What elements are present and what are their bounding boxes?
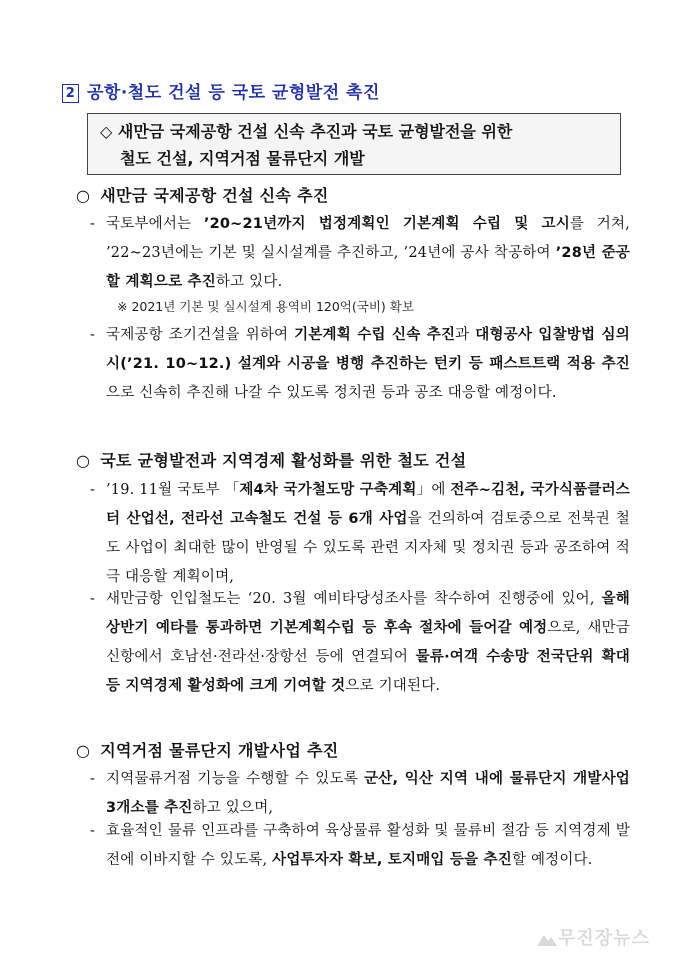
section-2-title: ○ 국토 균형발전과 지역경제 활성화를 위한 철도 건설 bbox=[76, 451, 467, 470]
heading-title: 공항·철도 건설 등 국토 균형발전 촉진 bbox=[87, 83, 380, 103]
body-text: 하고 있다. bbox=[215, 274, 283, 290]
watermark-logo bbox=[536, 924, 650, 952]
body-text: 효율적인 물류 인프라를 구축하여 육상물류 활성화 및 물류비 절감 등 지역경제 발전에 이바지할 수 있도록, bbox=[106, 823, 630, 868]
heading-number-box: 2 bbox=[62, 84, 79, 103]
body-text: 으로 기대된다. bbox=[345, 678, 441, 694]
body-text: 을 건의하여 검토중으로 전북권 철도 사업이 최대한 많이 반영될 수 있도록 관련 지자체 및 정치권 등과 공조하여 적극 대응할 계획이며, bbox=[106, 511, 630, 585]
budget-note: ※ 2021년 기본 및 실시설계 용역비 120억(국비) 확보 bbox=[117, 299, 414, 314]
circle-marker: ○ bbox=[76, 451, 91, 470]
body-text: 국제공항 조기건설을 위하여 bbox=[106, 327, 295, 343]
body-text: 지역물류거점 기능을 수행할 수 있도록 bbox=[106, 771, 365, 787]
body-text: 를 거쳐, ’22~23년에는 기본 및 실시설계를 추진하고, ’24년에 공사 착공하여 bbox=[106, 216, 630, 261]
emphasis-text: 대형공사 입찰방법 심의 시(’21. 10~12.) 설계와 시공을 병행 추진하는 턴키 등 패스트트랙 적용 추진 bbox=[106, 327, 630, 372]
section-3-title: ○ 지역거점 물류단지 개발사업 추진 bbox=[76, 741, 339, 760]
watermark-text: 무진장뉴스 bbox=[558, 928, 650, 949]
body-text: ’19. 11월 국토부 「 bbox=[106, 482, 240, 498]
body-text: 할 예정이다. bbox=[511, 852, 593, 868]
section-heading bbox=[62, 78, 380, 103]
summary-box bbox=[87, 113, 621, 175]
body-text: 하고 있으며, bbox=[192, 800, 274, 816]
circle-marker: ○ bbox=[76, 741, 91, 760]
mountain-logo-icon bbox=[536, 931, 558, 952]
body-text: 국토부에서는 bbox=[106, 216, 204, 232]
emphasis-text: 군산, 익산 지역 내에 물류단지 개발사업 3개소를 추진 bbox=[106, 771, 630, 816]
bullet-2-1: - ’19. 11월 국토부 「제4차 국가철도망 구축계획」에 전주~김천, 국가식품클러스터 산업선, 전라선 고속철도 건설 등 6개 사업을 건의하여 검토중으로 전북권 철도 사업이 최대한 많이 반영될 수 있도록 관련 지자체 및 정치권 등과 공조하여 적극 대응할 계획이며, bbox=[90, 482, 631, 585]
emphasis-text: 전주~김천, 국가식품클러스터 산업선, 전라선 고속철도 건설 등 6개 사업 bbox=[106, 482, 631, 527]
emphasis-text: 물류·여객 수송망 전국단위 확대 등 지역경제 활성화에 크게 기여할 것 bbox=[106, 649, 630, 694]
bullet-3-2: - 효율적인 물류 인프라를 구축하여 육상물류 활성화 및 물류비 절감 등 지역경제 발전에 이바지할 수 있도록, 사업투자자 확보, 토지매입 등을 추진할 예정이다. bbox=[90, 823, 630, 868]
emphasis-text: 사업투자자 확보, 토지매입 등을 추진 bbox=[272, 852, 512, 868]
emphasis-text: ’28년 준공할 계획으로 추진 bbox=[106, 245, 631, 290]
body-text: 과 bbox=[455, 327, 476, 343]
emphasis-text: 기본계획 수립 신속 추진 bbox=[294, 327, 456, 343]
body-text: 으로, 새만금 신항에서 호남선·전라선·장항선 등에 연결되어 bbox=[106, 620, 631, 665]
bullet-2-2: - 새만금항 인입철도는 ‘20. 3월 예비타당성조사를 착수하여 진행중에 있어, 올해 상반기 예타를 통과하면 기본계획수립 등 후속 절차에 들어갈 예정으로, 새만금 신항에서 호남선·전라선·장항선 등에 연결되어 물류·여객 수송망 전국단위 확대 등 지역경제 활성화에 크게 기여할 것으로 기대된다. bbox=[90, 591, 631, 694]
circle-marker: ○ bbox=[76, 186, 91, 205]
section-1-title: ○ 새만금 국제공항 건설 신속 추진 bbox=[76, 186, 329, 205]
diamond-marker: ◇ bbox=[100, 122, 113, 141]
summary-line-1: ◇ 새만금 국제공항 건설 신속 추진과 국토 균형발전을 위한 bbox=[100, 122, 513, 141]
body-text: 으로 신속히 추진해 나갈 수 있도록 정치권 등과 공조 대응할 예정이다. bbox=[106, 385, 557, 401]
summary-line-2: 철도 건설, 지역거점 물류단지 개발 bbox=[120, 149, 365, 168]
body-text: 」에 bbox=[416, 482, 451, 498]
body-text: 새만금항 인입철도는 ‘20. 3월 예비타당성조사를 착수하여 진행중에 있어, bbox=[106, 591, 602, 607]
emphasis-text: 제4차 국가철도망 구축계획 bbox=[239, 482, 417, 498]
emphasis-text: ’20~21년까지 법정계획인 기본계획 수립 및 고시 bbox=[203, 216, 570, 232]
emphasis-text: 올해 상반기 예타를 통과하면 기본계획수립 등 후속 절차에 들어갈 예정 bbox=[106, 591, 630, 636]
bullet-3-1: - 지역물류거점 기능을 수행할 수 있도록 군산, 익산 지역 내에 물류단지 개발사업 3개소를 추진하고 있으며, bbox=[90, 771, 630, 816]
bullet-1-2: - 국제공항 조기건설을 위하여 기본계획 수립 신속 추진과 대형공사 입찰방법 심의 시(’21. 10~12.) 설계와 시공을 병행 추진하는 턴키 등 패스트트랙 적용 추진으로 신속히 추진해 나갈 수 있도록 정치권 등과 공조 대응할 예정이다. bbox=[90, 327, 630, 401]
bullet-1-1: - 국토부에서는 ’20~21년까지 법정계획인 기본계획 수립 및 고시를 거쳐, ’22~23년에는 기본 및 실시설계를 추진하고, ’24년에 공사 착공하여 ’28년 준공할 계획으로 추진하고 있다. bbox=[90, 216, 631, 290]
